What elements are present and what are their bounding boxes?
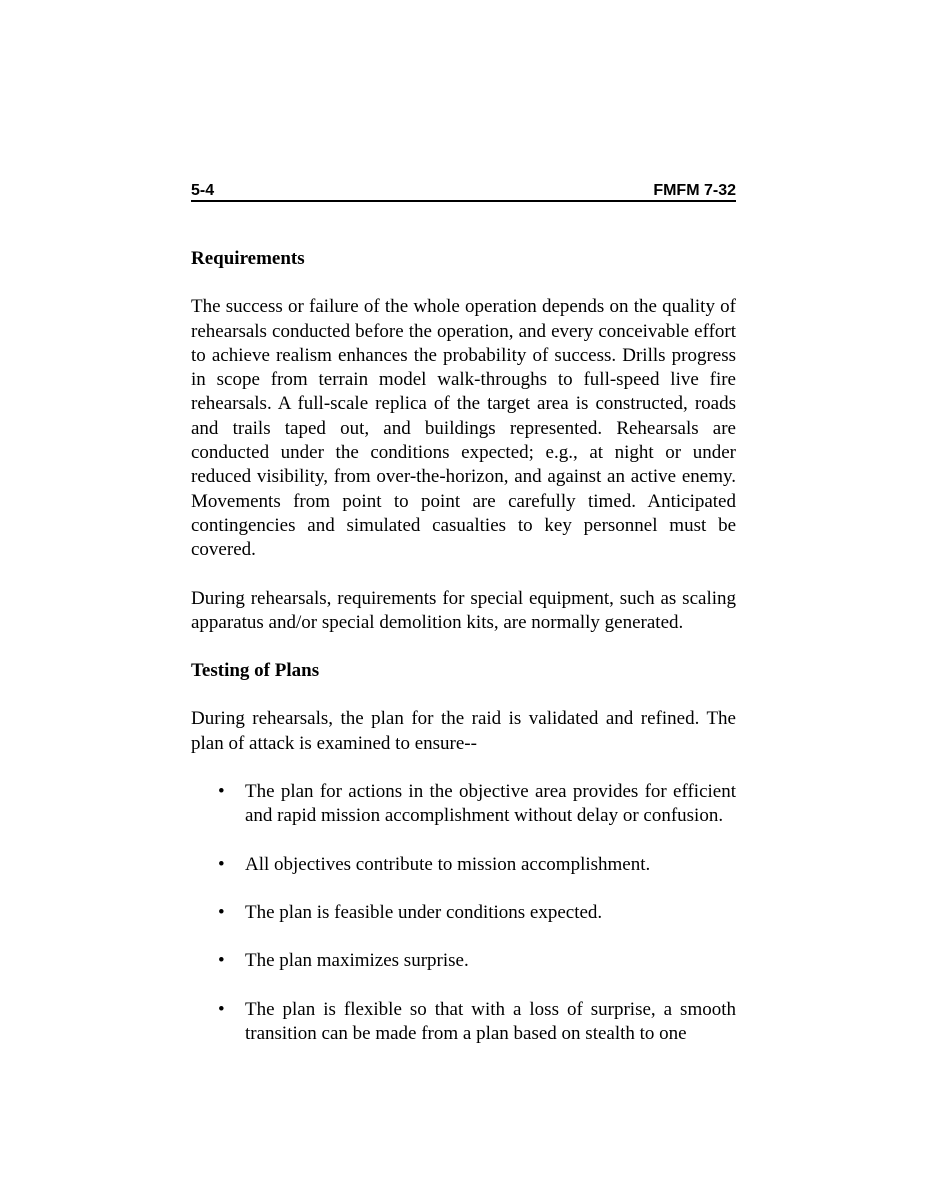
bullet-icon: • [218, 950, 225, 972]
bullet-icon: • [218, 853, 225, 875]
page-body [191, 247, 736, 1046]
list-item [191, 853, 736, 877]
list-item-text: The plan maximizes surprise. [245, 950, 469, 972]
list-item-text: All objectives contribute to mission accomplishment. [245, 853, 651, 875]
section-heading-requirements: Requirements [191, 248, 305, 269]
list-item-text: The plan is flexible so that with a loss of surprise, a smooth transition can be made from a plan based on stealth to one [245, 998, 736, 1044]
requirements-paragraph: The success or failure of the whole operation depends on the quality of rehearsals conducted before the operation, and every conceivable effort to achieve realism enhances the probability of success. Drills progress in scope from terrain model walk-throughs to full-speed live fire rehearsals. A full-scale replica of the target area is constructed, roads and trails taped out, and buildings represented. Rehearsals are conducted under the conditions expected; e.g., at night or under reduced visibility, from over-the-horizon, and against an active enemy. Movements from point to point are carefully timed. Anticipated contingencies and simulated casualties to key personnel must be covered. [191, 296, 736, 561]
list-item [191, 780, 736, 829]
plan-criteria-list [191, 780, 736, 1046]
section-heading-testing-of-plans: Testing of Plans [191, 660, 320, 682]
equipment-paragraph: During rehearsals, requirements for special equipment, such as scaling apparatus and/or special demolition kits, are normally generated. [191, 587, 736, 633]
list-item [191, 901, 736, 925]
bullet-icon: • [218, 901, 225, 923]
document-id: FMFM 7-32 [653, 182, 736, 199]
running-header [191, 181, 736, 202]
list-item-text: The plan for actions in the objective area provides for efficient and rapid mission accomplishment without delay or confusion. [245, 781, 736, 827]
testing-paragraph: During rehearsals, the plan for the raid is validated and refined. The plan of attack is examined to ensure-- [191, 708, 736, 754]
list-item [191, 998, 736, 1047]
bullet-icon: • [218, 998, 225, 1020]
page-number: 5-4 [191, 182, 215, 199]
list-item [191, 949, 736, 973]
list-item-text: The plan is feasible under conditions expected. [245, 901, 603, 923]
bullet-icon: • [218, 781, 225, 803]
